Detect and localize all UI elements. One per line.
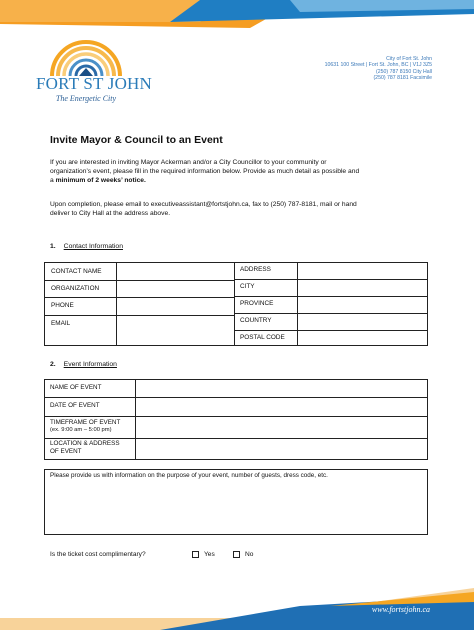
intro-line <box>50 176 430 185</box>
address-line: (250) 787 8181 Facsimile <box>373 74 432 81</box>
contact-table <box>44 262 428 346</box>
timeframe-hint: (ex. 9:00 am – 5:00 pm) <box>50 427 112 433</box>
label-email: EMAIL <box>51 320 71 327</box>
completion-paragraph <box>50 200 430 218</box>
label-city: CITY <box>240 283 255 290</box>
label-postal-code: POSTAL CODE <box>240 334 285 341</box>
completion-line: deliver to City Hall at the address above. <box>50 210 171 217</box>
address-line: City of Fort St. John <box>386 56 432 62</box>
no-checkbox[interactable] <box>233 551 240 558</box>
city-logo <box>36 38 153 106</box>
logo-name: FORT ST JOHN <box>36 74 153 93</box>
event-table <box>44 379 428 460</box>
label-event-name: NAME OF EVENT <box>50 384 102 391</box>
yes-label: Yes <box>204 551 215 558</box>
label-event-date: DATE OF EVENT <box>50 402 100 409</box>
label-contact-name: CONTACT NAME <box>51 268 102 275</box>
section-number: 2. <box>50 361 56 368</box>
address-line: (250) 787 8150 City Hall <box>376 68 432 75</box>
label-province: PROVINCE <box>240 300 274 307</box>
event-details-prompt: Please provide us with information on the purpose of your event, number of guests, dress code, etc. <box>50 472 328 479</box>
address-line: 10631 100 Street | Fort St. John, BC | V1J 3Z5 <box>324 62 432 69</box>
section-number: 1. <box>50 243 56 250</box>
label-event-location-cont: OF EVENT <box>50 448 82 455</box>
intro-line: If you are interested in inviting Mayor Ackerman and/or a City Councillor to your community or <box>50 159 327 166</box>
label-organization: ORGANIZATION <box>51 285 100 292</box>
intro-paragraph <box>50 158 430 185</box>
city-address <box>325 56 432 81</box>
intro-line: organization’s event, please fill in the required information below. Provide as much detail as possible and <box>50 168 360 175</box>
label-country: COUNTRY <box>240 317 272 324</box>
event-details-box[interactable] <box>44 469 428 535</box>
section-title: Event Information <box>63 361 117 368</box>
logo-tagline: The Energetic City <box>55 94 117 103</box>
section-heading-event <box>50 361 117 368</box>
label-event-timeframe: TIMEFRAME OF EVENT <box>50 419 121 426</box>
event-inputs[interactable] <box>136 380 428 460</box>
yes-checkbox[interactable] <box>192 551 199 558</box>
notice-requirement: minimum of 2 weeks’ notice. <box>55 177 146 184</box>
contact-right-inputs[interactable] <box>298 263 428 346</box>
contact-left-inputs[interactable] <box>117 263 233 346</box>
sun-rays-icon <box>46 38 126 78</box>
intro-prefix: a <box>50 177 56 184</box>
completion-line: Upon completion, please email to executiveassistant@fortstjohn.ca, fax to (250) 787-8181, mail or hand <box>50 201 357 208</box>
footer-website-link[interactable]: www.fortstjohn.ca <box>371 605 430 614</box>
no-label: No <box>245 551 254 558</box>
label-event-location: LOCATION & ADDRESS <box>50 440 120 447</box>
label-phone: PHONE <box>51 302 74 309</box>
section-title: Contact Information <box>63 243 123 250</box>
page-title: Invite Mayor & Council to an Event <box>50 134 223 146</box>
label-address: ADDRESS <box>240 266 271 273</box>
section-heading-contact <box>50 243 123 250</box>
ticket-question: Is the ticket cost complimentary? <box>50 551 146 558</box>
header-stripe <box>0 0 474 36</box>
column-divider <box>234 263 235 345</box>
